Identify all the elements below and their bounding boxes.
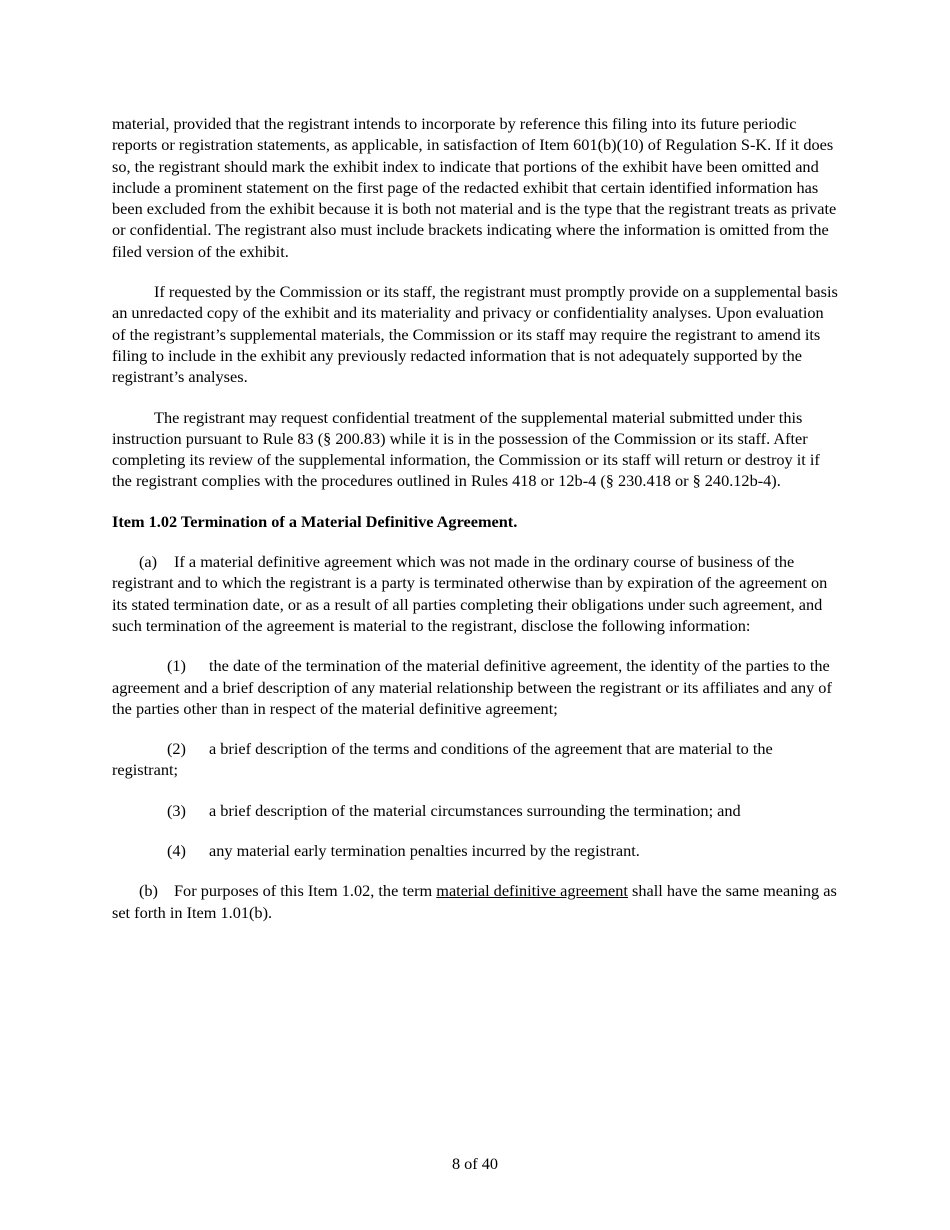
paragraph-supplemental-request: If requested by the Commission or its staff, the registrant must promptly provide on a supplemental basis an unredacted copy of the exhibit and its materiality and privacy or confidentiality analyses. Upon evaluation of the registrant’s supplemental materials, the Commission or its staff may require the registrant to amend its filing to include in the exhibit any previously redacted information that is not adequately supported by the registrant’s analyses. xyxy=(112,282,838,387)
subitem-4 xyxy=(112,840,839,861)
subitem-2-label: (2) xyxy=(167,739,186,759)
subitem-4-label: (4) xyxy=(167,841,186,861)
subitem-2-text: a brief description of the terms and conditions of the agreement that are material to the registrant; xyxy=(112,739,773,780)
item-a xyxy=(112,551,839,636)
subitem-3-label: (3) xyxy=(167,800,186,820)
item-b xyxy=(112,880,839,923)
item-a-text: If a material definitive agreement which was not made in the ordinary course of business of the registrant and to which the registrant is a party is terminated otherwise than by expiration of the agreement on its stated termination date, or as a result of all parties completing their obligations under such agreement, and such termination of the agreement is material to the registrant, disclose the following information: xyxy=(112,552,828,635)
item-b-label: (b) xyxy=(139,881,158,901)
page-number: 8 of 40 xyxy=(451,1154,499,1173)
subitem-2 xyxy=(112,738,839,781)
defined-term: material definitive agreement xyxy=(436,881,628,901)
subitem-1 xyxy=(112,655,839,719)
subitem-4-text: any material early termination penalties incurred by the registrant. xyxy=(209,841,640,861)
subitem-3-text: a brief description of the material circumstances surrounding the termination; and xyxy=(209,800,741,820)
subitem-3 xyxy=(112,800,839,821)
subitem-1-text: the date of the termination of the material definitive agreement, the identity of the parties to the agreement and a brief description of any material relationship between the registrant or its affiliates and any of the parties other than in respect of the material definitive agreement; xyxy=(112,656,832,718)
paragraph-exhibit-redaction: material, provided that the registrant intends to incorporate by reference this filing into its future periodic reports or registration statements, as applicable, in satisfaction of Item 601(b)(10) of Regulation S-K. If it does so, the registrant should mark the exhibit index to indicate that portions of the exhibit have been omitted and include a prominent statement on the first page of the redacted exhibit that certain identified information has been excluded from the exhibit because it is both not material and is the type that the registrant treats as private or confidential. The registrant also must include brackets indicating where the information is omitted from the filed version of the exhibit. xyxy=(112,114,837,261)
document-page xyxy=(112,113,839,942)
item-b-text-after: shall have the same meaning as set forth in Item 1.01(b). xyxy=(112,881,837,922)
item-a-label: (a) xyxy=(139,552,158,572)
subitem-1-label: (1) xyxy=(167,656,186,676)
section-heading: Item 1.02 Termination of a Material Definitive Agreement. xyxy=(112,511,518,531)
paragraph-confidential-treatment: The registrant may request confidential treatment of the supplemental material submitted under this instruction pursuant to Rule 83 (§ 200.83) while it is in the possession of the Commission or its staff. After completing its review of the supplemental information, the Commission or its staff will return or destroy it if the registrant complies with the procedures outlined in Rules 418 or 12b-4 (§ 230.418 or § 240.12b-4). xyxy=(112,407,820,491)
item-b-text-before: For purposes of this Item 1.02, the term xyxy=(174,881,437,901)
